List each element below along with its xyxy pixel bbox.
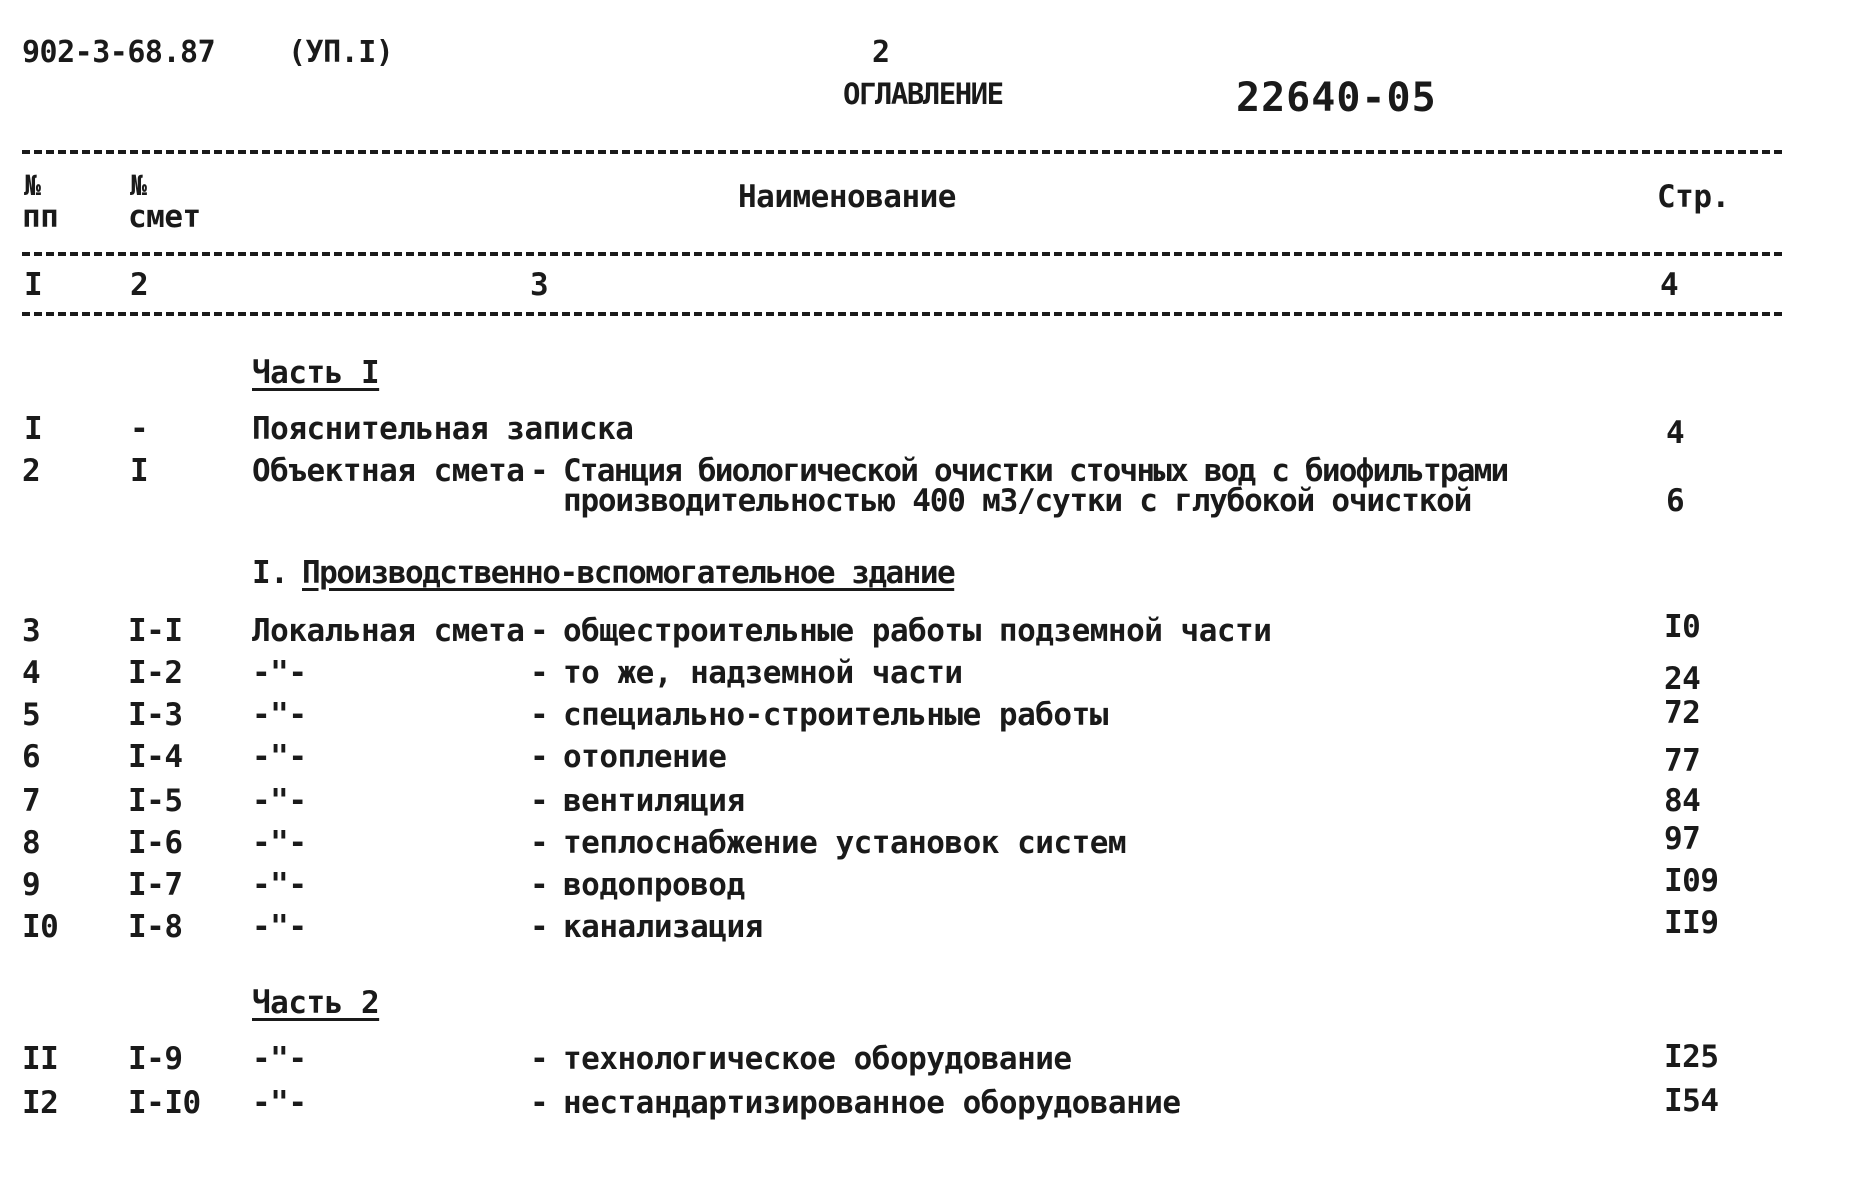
row-12-page: I54 (1664, 1083, 1719, 1119)
row-10-sep: - (530, 909, 549, 945)
row-10-num: I0 (22, 909, 59, 945)
col-header-smeta-label: смет (128, 199, 201, 235)
divider-bottom (22, 312, 1782, 316)
row-3-num: 3 (22, 613, 41, 649)
row-7-desc: вентиляция (563, 783, 745, 819)
row-2-smeta: I (130, 453, 149, 489)
row-11-sep: - (530, 1041, 549, 1077)
column-number-2: 2 (130, 267, 149, 303)
row-8-sep: - (530, 825, 549, 861)
row-5-page: 72 (1664, 695, 1701, 731)
row-6-type: -"- (252, 739, 307, 775)
row-2-sep: - (530, 453, 549, 489)
row-9-type: -"- (252, 867, 307, 903)
row-10-type: -"- (252, 909, 307, 945)
column-number-4: 4 (1660, 267, 1679, 303)
row-10-smeta: I-8 (128, 909, 183, 945)
row-10-page: II9 (1664, 905, 1719, 941)
row-7-num: 7 (22, 783, 41, 819)
row-4-sep: - (530, 655, 549, 691)
row-2-desc: Станция биологической очистки сточных вод с биофильтрами (563, 453, 1508, 489)
row-8-smeta: I-6 (128, 825, 183, 861)
row-1-num: I (24, 411, 43, 447)
col-header-name: Наименование (738, 179, 956, 215)
row-12-smeta: I-I0 (128, 1085, 201, 1121)
row-8-desc: теплоснабжение установок систем (563, 825, 1127, 861)
row-4-page: 24 (1664, 661, 1701, 697)
doc-number: 902-3-68.87 (22, 35, 216, 70)
row-7-page: 84 (1664, 783, 1701, 819)
row-6-sep: - (530, 739, 549, 775)
row-11-desc: технологическое оборудование (563, 1041, 1072, 1077)
row-4-smeta: I-2 (128, 655, 183, 691)
row-11-num: II (22, 1041, 59, 1077)
row-9-page: I09 (1664, 863, 1719, 899)
divider-middle (22, 252, 1782, 256)
column-number-1: I (24, 267, 43, 303)
row-2-type: Объектная смета (252, 453, 525, 489)
row-7-type: -"- (252, 783, 307, 819)
row-8-type: -"- (252, 825, 307, 861)
row-6-desc: отопление (563, 739, 727, 775)
col-header-page: Стр. (1657, 179, 1730, 215)
row-3-type: Локальная смета (252, 613, 525, 649)
row-5-num: 5 (22, 697, 41, 733)
row-5-smeta: I-3 (128, 697, 183, 733)
row-3-sep: - (530, 613, 549, 649)
row-6-smeta: I-4 (128, 739, 183, 775)
section-part-2: Часть 2 (252, 985, 380, 1021)
row-10-desc: канализация (563, 909, 763, 945)
row-1-type: Пояснительная записка (252, 411, 634, 447)
row-2-page: 6 (1666, 483, 1685, 519)
row-4-desc: то же, надземной части (563, 655, 963, 691)
row-4-type: -"- (252, 655, 307, 691)
row-3-desc: общестроительные работы подземной части (563, 613, 1272, 649)
col-header-num-label: пп (22, 199, 59, 235)
column-number-3: 3 (530, 267, 549, 303)
row-6-num: 6 (22, 739, 41, 775)
row-2-num: 2 (22, 453, 41, 489)
row-5-desc: специально-строительные работы (563, 697, 1108, 733)
row-5-sep: - (530, 697, 549, 733)
row-6-page: 77 (1664, 743, 1701, 779)
row-12-sep: - (530, 1085, 549, 1121)
row-5-type: -"- (252, 697, 307, 733)
row-11-type: -"- (252, 1041, 307, 1077)
col-header-num-symbol: № (24, 169, 41, 202)
row-8-num: 8 (22, 825, 41, 861)
page-title: ОГЛАВЛЕНИЕ (843, 77, 1003, 111)
album-label: (УП.I) (288, 35, 394, 70)
row-9-sep: - (530, 867, 549, 903)
row-11-page: I25 (1664, 1039, 1719, 1075)
row-8-page: 97 (1664, 821, 1701, 857)
row-4-num: 4 (22, 655, 41, 691)
row-9-desc: водопровод (563, 867, 745, 903)
row-3-smeta: I-I (128, 613, 183, 649)
row-9-num: 9 (22, 867, 41, 903)
section-building-prefix: I. (252, 555, 289, 591)
row-1-page: 4 (1666, 415, 1685, 451)
section-part-1: Часть I (252, 355, 380, 391)
row-12-desc: нестандартизированное оборудование (563, 1085, 1181, 1121)
section-building: Производственно-вспомогательное здание (302, 555, 955, 591)
row-12-num: I2 (22, 1085, 59, 1121)
row-7-smeta: I-5 (128, 783, 183, 819)
row-1-smeta: - (130, 411, 149, 447)
inventory-code: 22640-05 (1236, 75, 1437, 121)
row-3-page: I0 (1664, 609, 1701, 645)
divider-top (22, 150, 1782, 154)
row-12-type: -"- (252, 1085, 307, 1121)
row-9-smeta: I-7 (128, 867, 183, 903)
row-7-sep: - (530, 783, 549, 819)
page-number: 2 (872, 35, 890, 70)
row-2-desc-line2: производительностью 400 м3/сутки с глубокой очисткой (563, 483, 1472, 519)
col-header-smeta-symbol: № (130, 169, 147, 202)
row-11-smeta: I-9 (128, 1041, 183, 1077)
